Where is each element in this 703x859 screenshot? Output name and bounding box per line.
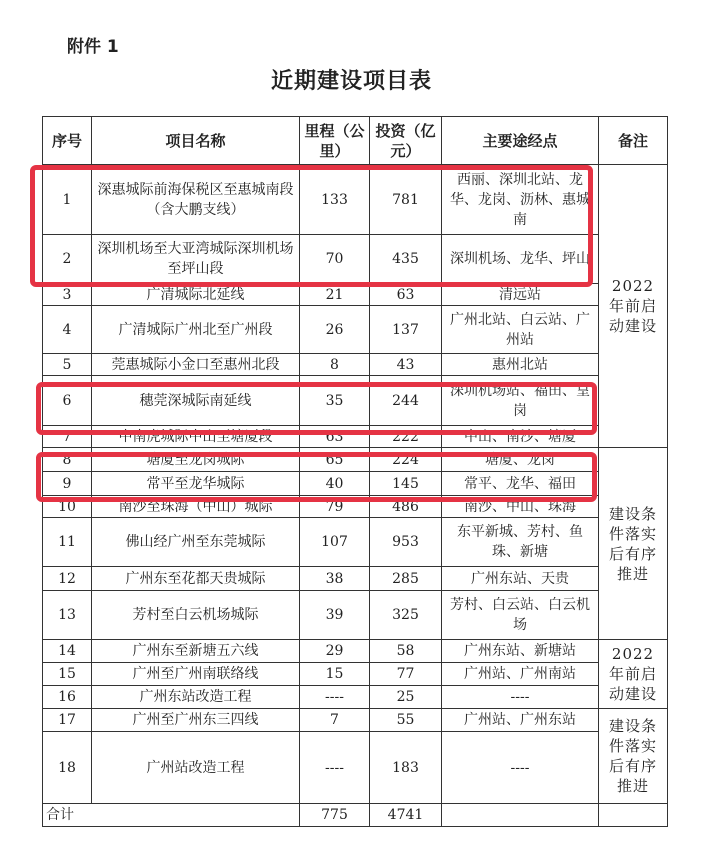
cell-via: 南沙、中山、珠海: [442, 496, 599, 518]
cell-mileage: 26: [300, 306, 370, 354]
attachment-label: 附件 1: [67, 37, 119, 57]
header-invest: 投资（亿元）: [370, 117, 442, 165]
cell-mileage: 63: [300, 426, 370, 448]
cell-name: 广州东站改造工程: [92, 686, 300, 709]
cell-mileage: ----: [300, 732, 370, 804]
cell-mileage: 21: [300, 284, 370, 306]
cell-name: 广州东至新塘五六线: [92, 640, 300, 663]
cell-name: 广州至广州东三四线: [92, 709, 300, 732]
cell-invest: 244: [370, 376, 442, 426]
cell-no: 6: [43, 376, 92, 426]
cell-invest: 137: [370, 306, 442, 354]
header-row: [43, 117, 668, 165]
cell-invest: 77: [370, 663, 442, 686]
cell-invest: 781: [370, 165, 442, 235]
cell-no: 7: [43, 426, 92, 448]
cell-invest: 145: [370, 472, 442, 496]
total-mileage: 775: [300, 804, 370, 827]
cell-invest: 285: [370, 567, 442, 591]
total-via: [442, 804, 599, 827]
total-invest: 4741: [370, 804, 442, 827]
cell-mileage: 35: [300, 376, 370, 426]
cell-no: 13: [43, 591, 92, 640]
cell-no: 8: [43, 448, 92, 472]
cell-invest: 486: [370, 496, 442, 518]
cell-no: 18: [43, 732, 92, 804]
cell-name: 深圳机场至大亚湾城际深圳机场至坪山段: [92, 235, 300, 284]
cell-name: 塘厦至龙岗城际: [92, 448, 300, 472]
cell-via: ----: [442, 686, 599, 709]
cell-via: ----: [442, 732, 599, 804]
note-cell: 2022 年前启动建设: [599, 640, 668, 709]
cell-via: 塘厦、龙岗: [442, 448, 599, 472]
cell-mileage: 40: [300, 472, 370, 496]
cell-via: 深圳机场站、福田、皇岗: [442, 376, 599, 426]
cell-mileage: 133: [300, 165, 370, 235]
total-label: 合计: [43, 804, 300, 827]
cell-mileage: 38: [300, 567, 370, 591]
cell-name: 常平至龙华城际: [92, 472, 300, 496]
cell-no: 14: [43, 640, 92, 663]
header-no: 序号: [43, 117, 92, 165]
table-row: [43, 448, 668, 472]
cell-name: 深惠城际前海保税区至惠城南段（含大鹏支线）: [92, 165, 300, 235]
cell-name: 广州至广州南联络线: [92, 663, 300, 686]
cell-invest: 222: [370, 426, 442, 448]
total-row: [43, 804, 668, 827]
cell-no: 11: [43, 518, 92, 567]
cell-mileage: 7: [300, 709, 370, 732]
cell-via: 广州北站、白云站、广州站: [442, 306, 599, 354]
cell-name: 广清城际广州北至广州段: [92, 306, 300, 354]
note-cell: 2022 年前启动建设: [599, 165, 668, 448]
cell-no: 2: [43, 235, 92, 284]
cell-via: 广州站、广州南站: [442, 663, 599, 686]
table-row: [43, 426, 668, 448]
projects-table: [42, 116, 668, 827]
cell-name: 南沙至珠海（中山）城际: [92, 496, 300, 518]
cell-no: 17: [43, 709, 92, 732]
cell-invest: 435: [370, 235, 442, 284]
cell-mileage: 65: [300, 448, 370, 472]
cell-name: 佛山经广州至东莞城际: [92, 518, 300, 567]
cell-name: 中南虎城际中山至塘厦段: [92, 426, 300, 448]
cell-invest: 183: [370, 732, 442, 804]
cell-via: 东平新城、芳村、鱼珠、新塘: [442, 518, 599, 567]
cell-via: 清远站: [442, 284, 599, 306]
header-via: 主要途经点: [442, 117, 599, 165]
table-row: [43, 686, 668, 709]
cell-invest: 55: [370, 709, 442, 732]
cell-invest: 43: [370, 354, 442, 376]
cell-via: 广州东站、天贵: [442, 567, 599, 591]
cell-no: 3: [43, 284, 92, 306]
cell-no: 5: [43, 354, 92, 376]
table-row: [43, 591, 668, 640]
cell-no: 4: [43, 306, 92, 354]
cell-mileage: ----: [300, 686, 370, 709]
cell-no: 1: [43, 165, 92, 235]
cell-no: 10: [43, 496, 92, 518]
cell-no: 15: [43, 663, 92, 686]
page-title: 近期建设项目表: [270, 69, 432, 94]
header-note: 备注: [599, 117, 668, 165]
header-mileage: 里程（公里）: [300, 117, 370, 165]
cell-via: 深圳机场、龙华、坪山: [442, 235, 599, 284]
note-cell: 建设条件落实后有序推进: [599, 448, 668, 640]
table-row: [43, 567, 668, 591]
note-cell: 建设条件落实后有序推进: [599, 709, 668, 804]
cell-name: 莞惠城际小金口至惠州北段: [92, 354, 300, 376]
table-row: [43, 663, 668, 686]
cell-invest: 953: [370, 518, 442, 567]
cell-mileage: 70: [300, 235, 370, 284]
cell-mileage: 15: [300, 663, 370, 686]
table-row: [43, 284, 668, 306]
cell-invest: 325: [370, 591, 442, 640]
cell-via: 广州东站、新塘站: [442, 640, 599, 663]
cell-via: 惠州北站: [442, 354, 599, 376]
cell-name: 芳村至白云机场城际: [92, 591, 300, 640]
cell-via: 芳村、白云站、白云机场: [442, 591, 599, 640]
total-note: [599, 804, 668, 827]
cell-invest: 224: [370, 448, 442, 472]
cell-invest: 63: [370, 284, 442, 306]
cell-invest: 58: [370, 640, 442, 663]
cell-via: 常平、龙华、福田: [442, 472, 599, 496]
table-row: [43, 732, 668, 804]
cell-name: 广清城际北延线: [92, 284, 300, 306]
cell-name: 穗莞深城际南延线: [92, 376, 300, 426]
table-row: [43, 472, 668, 496]
cell-mileage: 8: [300, 354, 370, 376]
table-row: [43, 376, 668, 426]
cell-via: 广州站、广州东站: [442, 709, 599, 732]
table-row: [43, 496, 668, 518]
cell-mileage: 39: [300, 591, 370, 640]
cell-mileage: 79: [300, 496, 370, 518]
cell-via: 中山、南沙、塘厦: [442, 426, 599, 448]
cell-name: 广州东至花都天贵城际: [92, 567, 300, 591]
cell-name: 广州站改造工程: [92, 732, 300, 804]
cell-via: 西丽、深圳北站、龙华、龙岗、沥林、惠城南: [442, 165, 599, 235]
table-row: [43, 354, 668, 376]
table-row: [43, 306, 668, 354]
header-name: 项目名称: [92, 117, 300, 165]
cell-mileage: 29: [300, 640, 370, 663]
cell-no: 16: [43, 686, 92, 709]
table-row: [43, 518, 668, 567]
table-row: [43, 235, 668, 284]
table-row: [43, 709, 668, 732]
table-row: [43, 640, 668, 663]
table-row: [43, 165, 668, 235]
cell-invest: 25: [370, 686, 442, 709]
cell-no: 12: [43, 567, 92, 591]
cell-mileage: 107: [300, 518, 370, 567]
cell-no: 9: [43, 472, 92, 496]
